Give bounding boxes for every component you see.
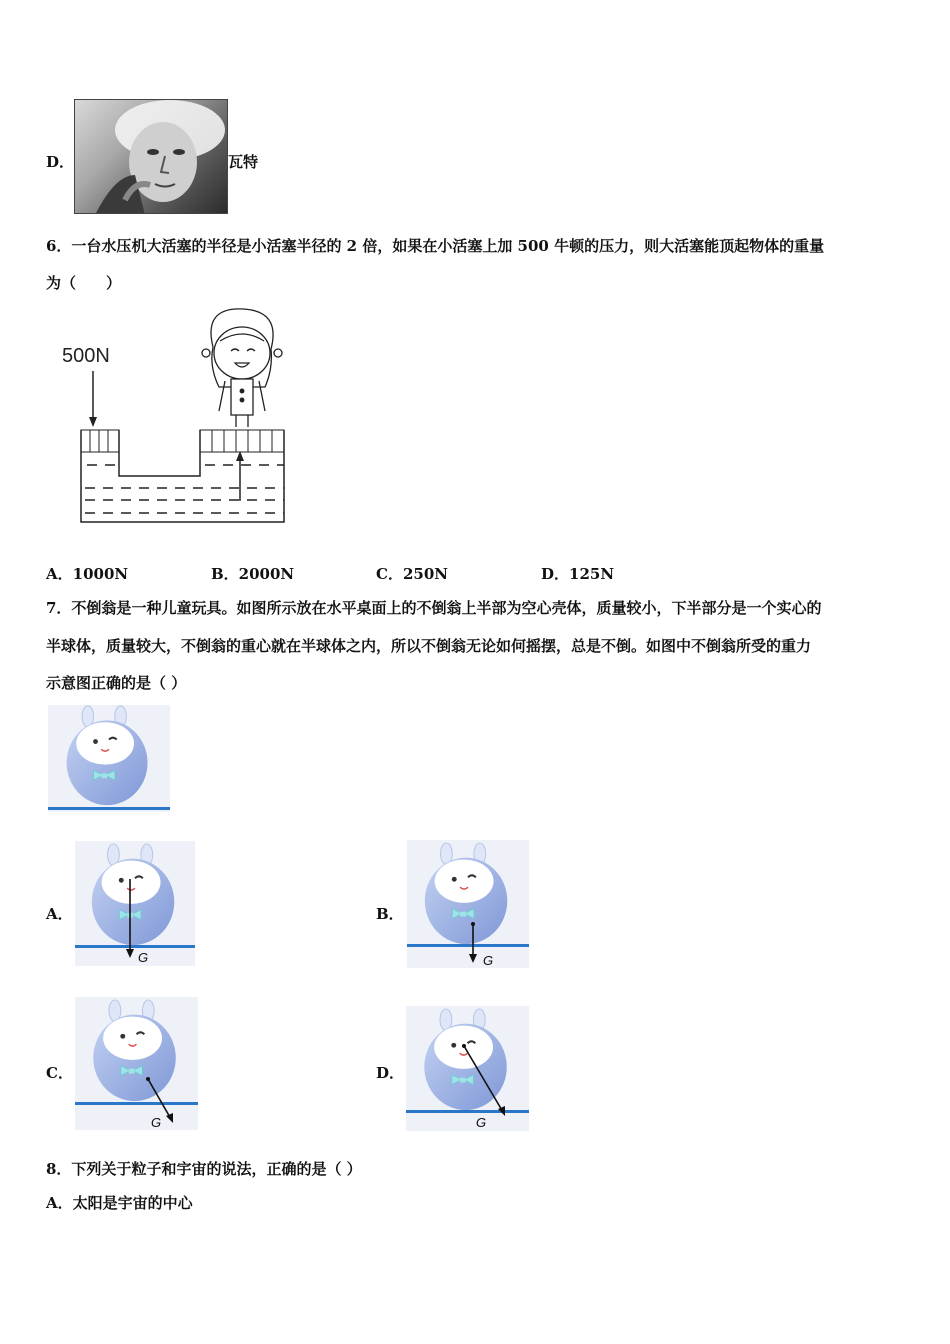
q8-option-a: A．太阳是宇宙的中心 (46, 1194, 193, 1212)
q7-option-b-image (407, 840, 529, 968)
q7-option-a-image (75, 841, 195, 966)
q7-option-a-label: A． (46, 905, 73, 923)
q6-option-a: A．1000N (46, 565, 129, 583)
force-label: 500N (62, 345, 110, 367)
gravity-label-b: G (483, 953, 494, 968)
q6-option-d: D．125N (541, 565, 615, 583)
gravity-label-c: G (151, 1115, 162, 1130)
q7-option-d-label: D． (376, 1064, 405, 1082)
gravity-label-a: G (138, 950, 149, 965)
hydraulic-press-diagram (55, 305, 295, 530)
q7-option-d-image (406, 1006, 529, 1131)
q5-option-d-label: D． (46, 153, 75, 171)
q6-stem-line1: 6．一台水压机大活塞的半径是小活塞半径的 2 倍，如果在小活塞上加 500 牛顿的压力，则大活塞能顶起物体的重量 (46, 237, 825, 255)
q5-option-d-name: 瓦特 (228, 153, 259, 171)
q7-option-c-label: C． (46, 1064, 73, 1082)
q6-option-b: B．2000N (211, 565, 295, 583)
q7-option-b-label: B． (376, 905, 404, 923)
q6-stem-line2: 为（ ） (46, 274, 122, 292)
q8-stem: 8．下列关于粒子和宇宙的说法，正确的是（ ） (46, 1160, 362, 1178)
q6-option-c: C．250N (376, 565, 448, 583)
gravity-label-d: G (476, 1115, 487, 1130)
q7-stem-line2: 半球体，质量较大，不倒翁的重心就在半球体之内，所以不倒翁无论如何摇摆，总是不倒。如图中不倒翁所受的重力 (46, 637, 812, 655)
q7-stem-line1: 7．不倒翁是一种儿童玩具。如图所示放在水平桌面上的不倒翁上半部为空心壳体，质量较小，下半部分是一个实心的 (46, 599, 822, 617)
portrait-image (74, 99, 228, 214)
q7-option-c-image (75, 997, 198, 1130)
q7-stem-line3: 示意图正确的是（ ） (46, 674, 187, 692)
toy-reference-image (48, 705, 170, 812)
